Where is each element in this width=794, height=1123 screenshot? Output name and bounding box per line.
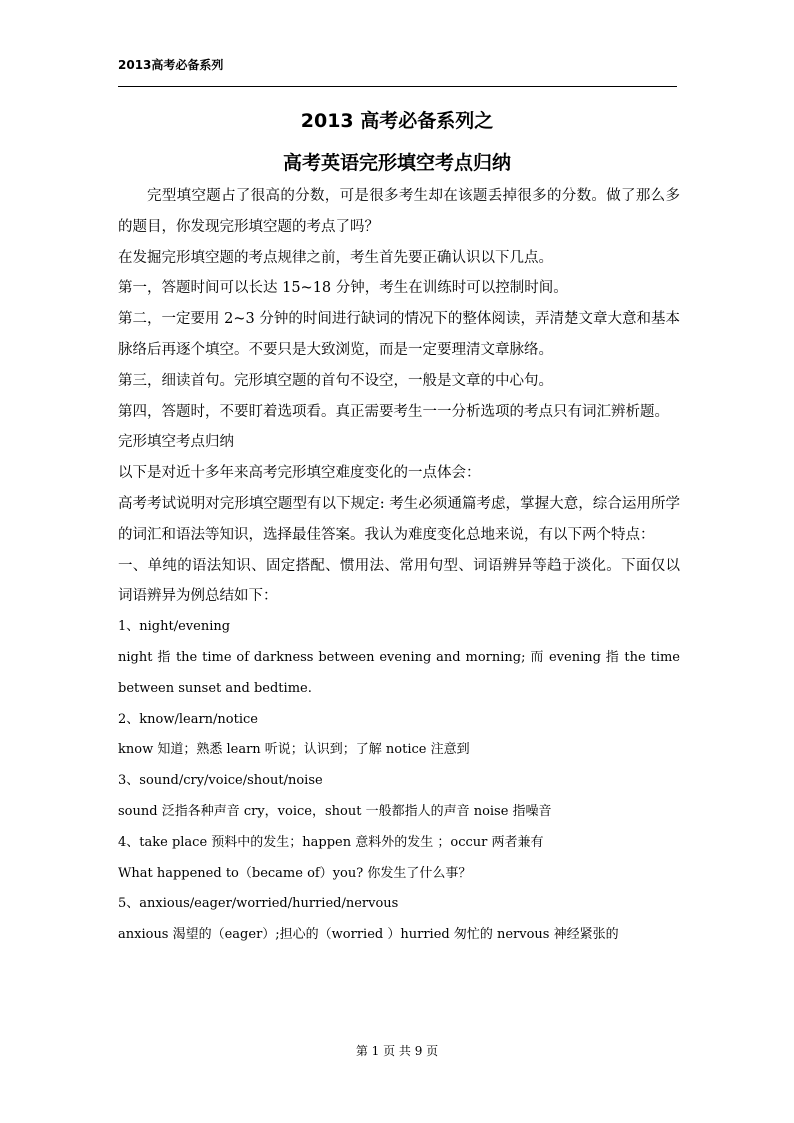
word-group-explanation: night 指 the time of darkness between evening and morning; 而 evening 指 the time between sunset and bedtime. <box>118 649 680 696</box>
word-group-heading: 5、anxious/eager/worried/hurried/nervous <box>118 896 399 912</box>
example-sentence: What happened to（became of）you? 你发生了什么事？ <box>118 865 472 881</box>
body-paragraph: 以下是对近十多年来高考完形填空难度变化的一点体会： <box>118 465 481 482</box>
body-paragraph: 第三，细读首句。完形填空题的首句不设空，一般是文章的中心句。 <box>118 372 553 389</box>
word-group-explanation: anxious 渴望的（eager）;担心的（worried ）hurried 匆忙的 nervous 神经紧张的 <box>118 927 619 943</box>
word-group-heading: 3、sound/cry/voice/shout/noise <box>118 773 323 789</box>
word-group-heading: 1、night/evening <box>118 619 231 635</box>
running-header: 2013高考必备系列 <box>118 58 224 72</box>
body-paragraph: 第一，答题时间可以长达 15~18 分钟，考生在训练时可以控制时间。 <box>118 280 568 297</box>
word-group-explanation: sound 泛指各种声音 cry，voice，shout 一般都指人的声音 noise 指噪音 <box>118 803 552 819</box>
body-paragraph: 第四，答题时，不要盯着选项看。真正需要考生一一分析选项的考点只有词汇辨析题。 <box>118 403 669 420</box>
body-paragraph: 第二，一定要用 2~3 分钟的时间进行缺词的情况下的整体阅读，弄清楚文章大意和基本脉络后再逐个填空。不要只是大致浏览，而是一定要理清文章脉络。 <box>118 311 680 358</box>
page-number: 第 1 页 共 9 页 <box>355 1044 439 1058</box>
word-group-heading: 4、take place 预料中的发生；happen 意料外的发生 ；occur 两者兼有 <box>118 834 544 850</box>
body-paragraph: 一、单纯的语法知识、固定搭配、惯用法、常用句型、词语辨异等趋于淡化。下面仅以词语辨异为例总结如下： <box>118 557 680 605</box>
body-paragraph: 在发掘完形填空题的考点规律之前，考生首先要正确认识以下几点。 <box>118 249 553 266</box>
document-main-title: 高考英语完形填空考点归纳 <box>282 152 511 174</box>
word-group-explanation: know 知道；熟悉 learn 听说；认识到；了解 notice 注意到 <box>118 742 470 758</box>
document-body <box>118 181 680 951</box>
header-divider <box>118 86 677 87</box>
word-group-heading: 2、know/learn/notice <box>118 711 258 727</box>
document-series-title: 2013 高考必备系列之 <box>300 110 494 132</box>
intro-paragraph: 完型填空题占了很高的分数，可是很多考生却在该题丢掉很多的分数。做了那么多的题目，你发现完形填空题的考点了吗？ <box>118 188 680 235</box>
section-heading: 完形填空考点归纳 <box>118 434 234 451</box>
body-paragraph: 高考考试说明对完形填空题型有以下规定: 考生必须通篇考虑，掌握大意，综合运用所学的词汇和语法等知识，选择最佳答案。我认为难度变化总地来说，有以下两个特点： <box>118 495 680 543</box>
